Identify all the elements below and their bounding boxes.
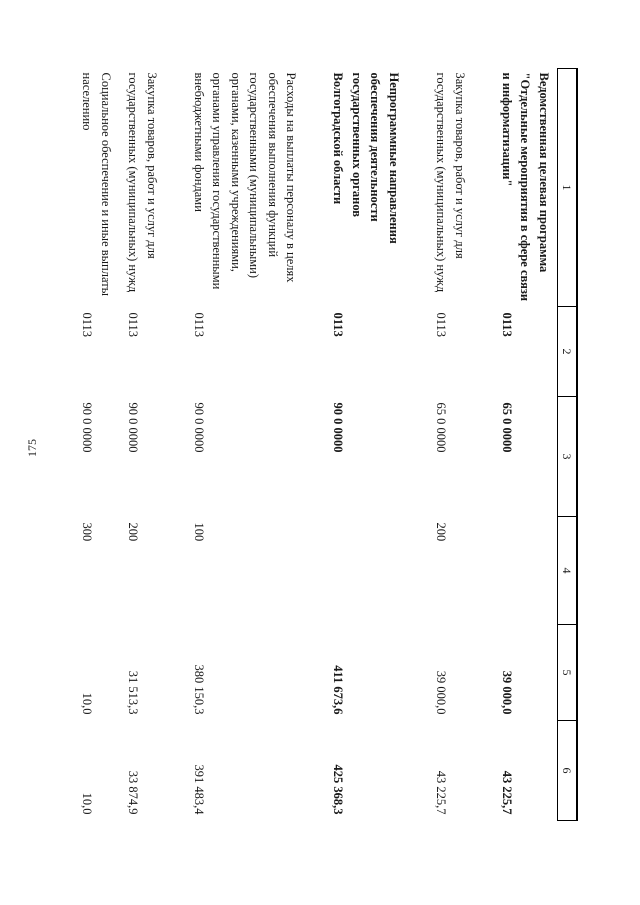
row-target: 90 0 0000 [126,402,141,453]
row-expense [325,517,428,625]
row-target: 65 0 0000 [500,402,514,453]
row-col6: 391 483,4 [191,764,206,815]
table-row [185,69,324,821]
header-col-2: 2 [558,307,578,397]
row-col5: 411 673,6 [331,665,346,715]
row-code: 0113 [331,312,346,337]
row-name: Социальное обеспечение и иные выплаты населению [80,72,113,297]
table-row [428,69,494,821]
row-col6: 43 225,7 [500,770,514,815]
row-expense [494,517,558,625]
row-name: Расходы на выплаты персоналу в целях обеспечения выполнения функций государственными (муниципальными) органами, казенными учреждениями, органами управления государственными внебюджетными фондами [191,72,299,290]
row-name: Ведомственная целевая программа "Отдельные мероприятия в сфере связи и информатизации" [500,72,551,302]
row-col5: 31 513,3 [126,670,141,715]
row-target: 65 0 0000 [434,402,449,453]
table-row [325,69,428,821]
row-target: 90 0 0000 [80,402,95,453]
row-code: 0113 [434,312,449,338]
row-target: 90 0 0000 [331,402,346,453]
row-col5: 39 000,0 [500,670,514,715]
header-col-6: 6 [558,721,578,821]
row-name: Непрограммные направления обеспечения деятельности государственных органов Волгоградской области [331,72,401,244]
row-code: 0113 [126,312,141,338]
row-expense: 200 [434,522,449,542]
budget-table [74,68,578,821]
header-col-3: 3 [558,397,578,517]
table-header-row [558,69,578,821]
page-number: 175 [25,439,39,457]
row-col6: 33 874,9 [126,770,141,815]
table-row [74,69,120,821]
row-code: 0113 [80,312,95,338]
row-col6: 425 368,3 [331,764,346,815]
header-col-1: 1 [558,69,578,307]
row-expense: 100 [191,522,206,542]
table-row [120,69,186,821]
row-col5: 380 150,3 [191,664,206,715]
row-target: 90 0 0000 [191,402,206,453]
row-name: Закупка товаров, работ и услуг для государственных (муниципальных) нужд [126,72,159,293]
budget-table-rotated [74,68,578,820]
row-code: 0113 [500,312,514,337]
row-col6: 43 225,7 [434,770,449,815]
table-row [494,69,558,821]
row-name: Закупка товаров, работ и услуг для государственных (муниципальных) нужд [434,72,467,293]
header-col-5: 5 [558,625,578,721]
row-col5: 10,0 [80,692,95,715]
header-col-4: 4 [558,517,578,625]
row-col6: 10,0 [80,792,95,815]
row-expense: 300 [80,522,95,542]
row-code: 0113 [191,312,206,338]
row-col5: 39 000,0 [434,670,449,715]
row-expense: 200 [126,522,141,542]
